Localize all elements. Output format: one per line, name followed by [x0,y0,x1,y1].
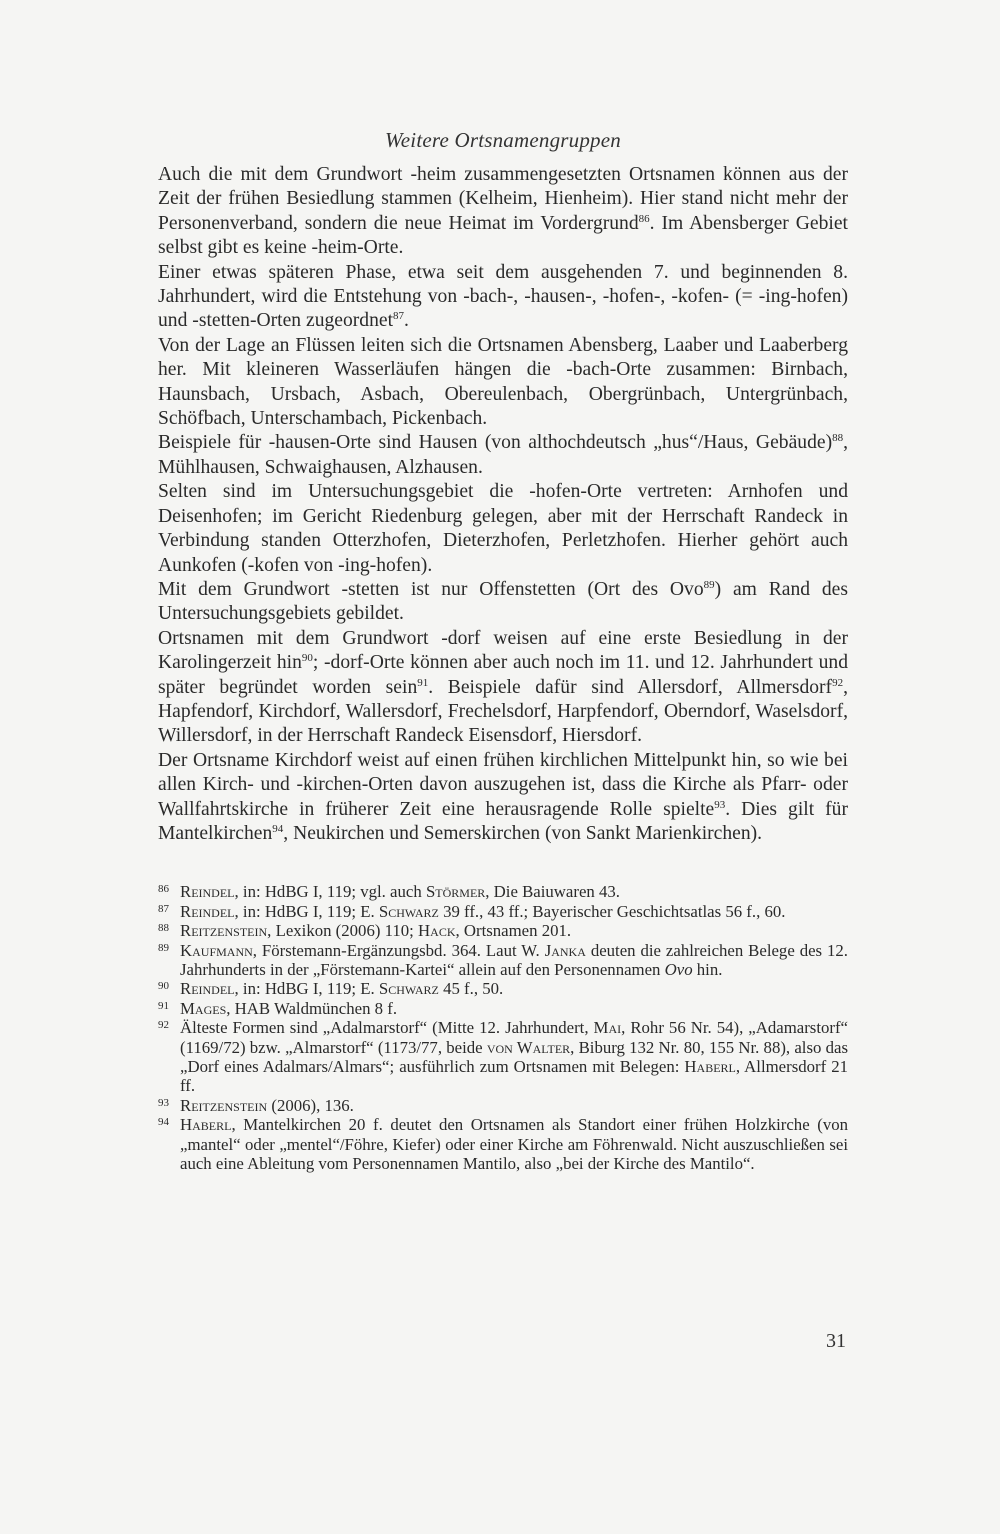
footnote-ref: 87 [393,310,405,323]
footnote: 91 Mages, HAB Waldmünchen 8 f. [158,998,398,1018]
page-number: 31 [826,1330,846,1352]
body-text [158,163,848,846]
paragraph: Selten sind im Untersuchungsgebiet die -hofen-Orte vertreten: Arnhofen und Deisenhofen; im Gericht Riedenburg gelegen, aber mit der Herrschaft Randeck in Verbindung standen Otterzhofen, Dieterzhofen, Perletzhofen. Hierher gehört auch Aunkofen (-kofen von -ing-hofen). [158,481,848,576]
paragraph: Auch die mit dem Grundwort -heim zusammengesetzten Ortsnamen können aus der Zeit der frühen Besiedlung stammen (Kelheim, Hienheim). Hier stand nicht mehr der Personenverband, sondern die neue Heimat im Vordergrund$^{86}$. Im Abensberger Gebiet selbst gibt es keine -heim-Orte. [158,164,848,259]
footnote-ref: 89 [703,578,715,591]
footnote: 93 Reitzenstein (2006), 136. [158,1095,354,1115]
paragraph: Ortsnamen mit dem Grundwort -dorf weisen auf eine erste Besiedlung in der Karolingerzeit hin$^{90}$; -dorf-Orte können aber auch noch im 11. und 12. Jahrhundert und später begründet worden sein$^{91}$. Beispiele dafür sind Allersdorf, Allmersdorf$^{92}$, Hapfendorf, Kirchdorf, Wallersdorf, Frechelsdorf, Harpfendorf, Oberndorf, Waselsdorf, Willersdorf, in der Herrschaft Randeck Eisensdorf, Hiersdorf. [158,627,848,747]
footnote-ref: 86 [638,212,650,225]
paragraph: Von der Lage an Flüssen leiten sich die Ortsnamen Abensberg, Laaber und Laaberberg her. Mit kleineren Wasserläufen hängen die -bach-Orte zusammen: Birnbach, Haunsbach, Ursbach, Asbach, Obereulenbach, Obergrünbach, Untergrünbach, Schöfbach, Unterschambach, Pickenbach. [158,334,848,430]
footnote: 94 Haberl, Mantelkirchen 20 f. deutet den Ortsnamen als Standort einer frühen Holzkirche (von „mantel“ oder „mentel“/Föhre, Kiefer) oder einer Kirche am Föhrenwald. Nicht auszuschließen sei auch eine Ableitung vom Personennamen Mantilo, also „bei der Kirche des Mantilo“. [158,1115,848,1174]
page-content [158,128,848,1173]
footnote-ref: 91 [417,676,429,689]
footnote-ref: 93 [714,798,726,811]
footnote: 88 Reitzenstein, Lexikon (2006) 110; Hack, Ortsnamen 201. [158,921,572,941]
footnote: 87 Reindel, in: HdBG I, 119; E. Schwarz 39 ff., 43 ff.; Bayerischer Geschichtsatlas 56 f., 60. [158,901,786,921]
footnote: 90 Reindel, in: HdBG I, 119; E. Schwarz 45 f., 50. [158,979,504,999]
footnote: 86 Reindel, in: HdBG I, 119; vgl. auch Störmer, Die Baiuwaren 43. [158,882,620,902]
paragraph: Der Ortsname Kirchdorf weist auf einen frühen kirchlichen Mittelpunkt hin, so wie bei allen Kirch- und -kirchen-Orten davon auszugehen ist, dass die Kirche als Pfarr- oder Wallfahrtskirche in früherer Zeit eine herausragende Rolle spielte$^{93}$. Dies gilt für Mantelkirchen$^{94}$, Neukirchen und Semerskirchen (von Sankt Marienkirchen). [158,749,849,844]
footnote-ref: 94 [272,822,284,835]
footnotes [158,882,848,1173]
running-head: Weitere Ortsnamengruppen [385,128,621,152]
paragraph: Mit dem Grundwort -stetten ist nur Offenstetten (Ort des Ovo$^{89}$) am Rand des Untersuchungsgebiets gebildet. [158,578,848,625]
footnote: 89 Kaufmann, Förstemann-Ergänzungsbd. 364. Laut W. Janka deuten die zahlreichen Belege des 12. Jahrhunderts in der „Förstemann-Kartei“ allein auf den Personennamen Ovo hin. [158,940,848,979]
paragraph: Einer etwas späteren Phase, etwa seit dem ausgehenden 7. und beginnenden 8. Jahrhundert, wird die Entstehung von -bach-, -hausen-, -hofen-, -kofen- (= -ing-hofen) und -stetten-Orten zugeordnet$^{87}$. [158,261,848,332]
footnote-ref: 90 [301,652,313,665]
footnote-ref: 92 [832,676,844,689]
footnote: 92 Älteste Formen sind „Adalmarstorf“ (Mitte 12. Jahrhundert, Mai, Rohr 56 Nr. 54), „Adamarstorf“ (1169/72) bzw. „Almarstorf“ (1173/77, beide von Walter, Biburg 132 Nr. 80, 155 Nr. 88), also das „Dorf eines Adalmars/Almars“; ausführlich zum Ortsnamen mit Belegen: Haberl, Allmersdorf 21 ff. [158,1018,849,1096]
paragraph: Beispiele für -hausen-Orte sind Hausen (von althochdeutsch „hus“/Haus, Gebäude)$^{88}$, Mühlhausen, Schwaighausen, Alzhausen. [158,432,848,478]
footnote-ref: 88 [832,432,844,445]
